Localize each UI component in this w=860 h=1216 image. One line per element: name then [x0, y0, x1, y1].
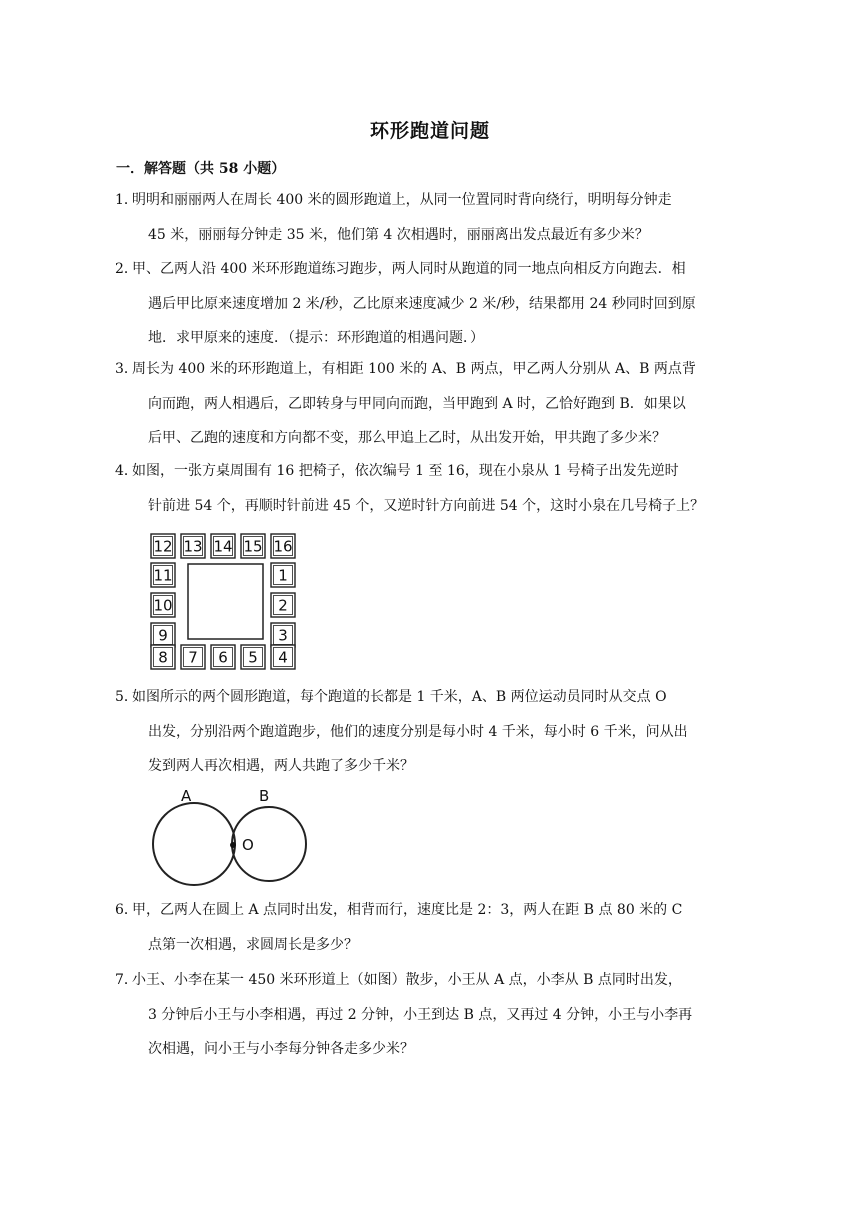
problem-text-line: 向而跑，两人相遇后，乙即转身与甲同向而跑，当甲跑到 A 时，乙恰好跑到 B．如果以: [148, 395, 686, 412]
chair-2: [271, 593, 295, 617]
chair-7: [181, 645, 205, 669]
problem-text-line: 点第一次相遇，求圆周长是多少？: [148, 936, 358, 953]
problem-text-line: 明明和丽丽两人在周长 400 米的圆形跑道上，从同一位置同时背向绕行，明明每分钟走: [132, 192, 672, 208]
chair-5: [241, 645, 265, 669]
section-heading: 一．解答题（共 58 小题）: [116, 161, 286, 177]
chair-number: 1: [278, 566, 288, 585]
problem-3: [115, 352, 732, 456]
chair-number: 16: [273, 537, 293, 556]
chair-number: 12: [153, 537, 173, 556]
problem-text-line: 甲，乙两人在圆上 A 点同时出发，相背而行，速度比是 2：3，两人在距 B 点 80 米的 C: [132, 902, 683, 918]
problem-text-line: 如图所示的两个圆形跑道，每个跑道的长都是 1 千米，A、B 两位运动员同时从交点 O: [132, 689, 667, 705]
chair-8: [151, 645, 175, 669]
chair-1: [271, 563, 295, 587]
problem-number: 3．: [115, 361, 138, 377]
chair-number: 13: [183, 537, 203, 556]
problem-text-line: 45 米，丽丽每分钟走 35 米，他们第 4 次相遇时，丽丽离出发点最近有多少米？: [148, 226, 649, 243]
problem-number: 5．: [115, 689, 138, 705]
problem-2: [115, 252, 732, 356]
problem-number: 1．: [115, 192, 138, 208]
chair-number: 15: [243, 537, 263, 556]
problem-text-line: 甲、乙两人沿 400 米环形跑道练习跑步，两人同时从跑道的同一地点向相反方向跑去．相: [132, 261, 686, 277]
chair-number: 7: [188, 648, 198, 667]
track-a-circle: [153, 803, 235, 885]
chair-number: 2: [278, 596, 288, 615]
problem-6: [115, 893, 732, 962]
problem-7: [115, 963, 732, 1067]
label-b: B: [259, 787, 270, 805]
chair-number: 14: [213, 537, 233, 556]
chair-15: [241, 534, 265, 558]
problem-number: 2．: [115, 261, 138, 277]
chair-number: 9: [158, 626, 168, 645]
chair-number: 3: [278, 626, 288, 645]
problem-text-line: 出发，分别沿两个跑道跑步，他们的速度分别是每小时 4 千米，每小时 6 千米，问从出: [148, 723, 688, 740]
chair-number: 5: [248, 648, 258, 667]
intersection-point-o: [230, 842, 236, 848]
label-o: O: [242, 836, 254, 854]
chair-13: [181, 534, 205, 558]
chair-number: 6: [218, 648, 228, 667]
problem-text-line: 后甲、乙跑的速度和方向都不变，那么甲追上乙时，从出发开始，甲共跑了多少米？: [148, 430, 666, 446]
problem-text-line: 地．求甲原来的速度．（提示：环形跑道的相遇问题．）: [148, 330, 484, 346]
chair-9: [151, 623, 175, 647]
label-a: A: [181, 787, 192, 805]
problem-number: 6．: [115, 902, 138, 918]
chairs-table-figure: [148, 532, 298, 672]
chair-number: 8: [158, 648, 168, 667]
chair-4: [271, 645, 295, 669]
chair-11: [151, 563, 175, 587]
problem-text-line: 周长为 400 米的环形跑道上，有相距 100 米的 A、B 两点，甲乙两人分别从 A、B 两点背: [132, 361, 696, 377]
chair-3: [271, 623, 295, 647]
problem-text-line: 3 分钟后小王与小李相遇，再过 2 分钟，小王到达 B 点，又再过 4 分钟，小王与小李再: [148, 1006, 693, 1023]
chair-12: [151, 534, 175, 558]
problem-text-line: 发到两人再次相遇，两人共跑了多少千米？: [148, 758, 414, 774]
chair-number: 10: [153, 596, 173, 615]
chair-6: [211, 645, 235, 669]
problem-text-line: 小王、小李在某一 450 米环形道上（如图）散步，小王从 A 点，小李从 B 点同时出发，: [132, 972, 682, 988]
problem-5: [115, 680, 732, 784]
problem-4: [115, 454, 732, 523]
page-title: 环形跑道问题: [369, 120, 490, 142]
problem-text-line: 次相遇，问小王与小李每分钟各走多少米？: [148, 1041, 414, 1057]
two-circles-figure: [148, 780, 318, 890]
problem-1: [115, 183, 732, 252]
chair-number: 11: [153, 566, 173, 585]
problem-text-line: 遇后甲比原来速度增加 2 米/秒，乙比原来速度减少 2 米/秒，结果都用 24 秒同时回到原: [148, 295, 696, 312]
chair-number: 4: [278, 648, 288, 667]
problem-text-line: 如图，一张方桌周围有 16 把椅子，依次编号 1 至 16，现在小泉从 1 号椅子出发先逆时: [132, 463, 679, 479]
square-table: [188, 564, 263, 639]
problem-number: 7．: [115, 972, 138, 988]
chair-10: [151, 593, 175, 617]
problem-text-line: 针前进 54 个，再顺时针前进 45 个，又逆时针方向前进 54 个，这时小泉在几号椅子上？: [148, 497, 705, 514]
chair-16: [271, 534, 295, 558]
chair-14: [211, 534, 235, 558]
problem-number: 4．: [115, 463, 138, 479]
